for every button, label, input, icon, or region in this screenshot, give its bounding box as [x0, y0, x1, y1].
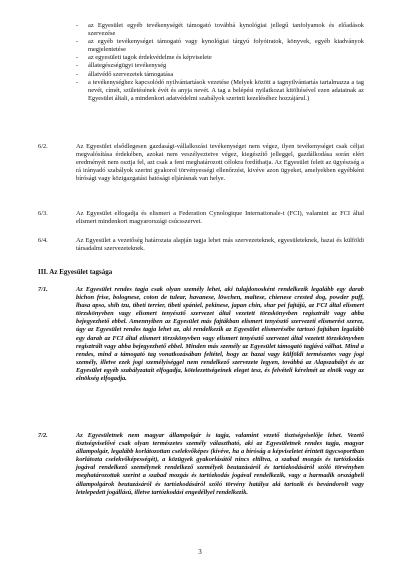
- section-6-2: [38, 143, 364, 183]
- section-7-2: [38, 432, 364, 497]
- section-6-4: [38, 237, 364, 253]
- list-item: - az egyéb tevékenységet támogató vagy kynológiai tárgyú folyóiratok, könyvek, egyéb kiadványok megjelentetése: [76, 38, 364, 54]
- page-number: 3: [198, 548, 202, 556]
- activity-list: [76, 22, 364, 103]
- section-text: Az Egyesület elsődlegesen gazdasági-vállalkozási tevékenységet nem végez, ilyen tevékenységet csak céljai megvalósítása érdekében, azokat nem veszélyeztetve végez, kiegészítő jelleggel, gazdálkodása során elért eredményét nem osztja fel, azt csak a fent meghatározott célokra fordíthatja. Az Egyesület felett az ügyészség a rá irányadó szabályok szerint gyakorol törvényességi ellenőrzést, kivéve azon ügyeket, amelyekben egyébként bírósági vagy közigazgatási hatósági eljárásnak van helye.: [76, 143, 364, 183]
- section-number: 6/2.: [38, 143, 48, 150]
- list-item: - állategészségügyi tevékenység: [76, 62, 364, 70]
- section-text: Az Egyesület a vezetőség határozata alapján tagja lehet más szervezeteknek, egyesületeknek, hazai és külföldi társadalmi szervezeteknek.: [76, 237, 364, 253]
- section-6-3: [38, 210, 364, 226]
- section-number: 6/4.: [38, 237, 48, 244]
- section-number: 7/1.: [38, 286, 48, 293]
- list-item: - az egyesületi tagok érdekvédelme és képviselete: [76, 54, 364, 62]
- list-item: - állatvédő szervezetek támogatása: [76, 71, 364, 79]
- section-number: 7/2.: [38, 432, 48, 439]
- list-item: - az Egyesület egyéb tevékenységét támogató továbbá kynológiai jellegű tanfolyamok és előadások szervezése: [76, 22, 364, 38]
- section-text: Az Egyesület rendes tagja csak olyan személy lehet, aki tulajdonosként rendelkezik legalább egy darab bichon frise, bolognese, coton de tulear, havanese, löwchen, maltese, chienese crested dog, powder puff, lhasa apso, shih tzu, tibeti terrier, tibeti spániel, pekinese, japan chin, shar pei fajtájú, az FCI által elismert törzskönyvben vagy elismert tenyésztő szervezet által vezetett törzskönyvben regisztrált vagy abba bejegyezhető ebbel. Amennyiben az Egyesület más fajtákban elismert tenyésztő szervezeti elismerést szerez, úgy az Egyesület rendes tagja lehet az, aki rendelkezik az Egyesület elismerésébe tartozó fajtában legalább egy darab az FCI által elismert törzskönyvben vagy elismert tenyésztő szervezet által vezetett törzskönyvben regisztrált vagy abba bejegyezhető ebbel. Minden más személy az Egyesület támogató tagjává válhat. Mind a rendes, mind a támogató tag vonatkozásában feltétel, hogy az hazai vagy külföldi természetes vagy jogi személy, illetve ezek jogi személyiséggel nem rendelkező szervezete legyen, továbbá az Alapszabályt és az Egyesület egyéb szabályzatait elfogadja, kötelezettségeinek eleget tesz, és felvételi kérelmét az elnök vagy az elnökség elfogadja.: [76, 286, 364, 383]
- section-text: Az Egyesületnek nem magyar állampolgár is tagja, valamint vezető tisztségviselője lehet. Vezető tisztségviselővé csak olyan természetes személy választható, aki az Egyesületnek rendes tagja, magyar állampolgár, legalább korlátozottan cselekvőképes (kivéve, ha a bíróság a képviseletet érintett ügycsoportban korlátozta cselekvőképességét), a közügyek gyakorlásától nincs eltiltva, a szabad mozgás és tartózkodás jogával rendelkező személynek rendelkező személyek beutazásáról és tartózkodásáról szóló törvényben meghatározottak szerint a szabad mozgás és tartózkodás jogával rendelkezik, vagy a harmadik országbeli állampolgárok beutazásáról és tartózkodásáról szóló törvény hatálya alá tartozik és bevándorolt vagy letelepedett jogállású, illetve tartózkodási engedéllyel rendelkezik.: [76, 432, 364, 496]
- section-number: 6/3.: [38, 210, 48, 217]
- section-text: Az Egyesület elfogadja és elismeri a Federation Cynologique Internationale-t (FCI), valamint az FCI által elismert mindenkori magyarországi csúcsszervet.: [76, 210, 364, 226]
- section-7-1: [38, 286, 364, 383]
- list-item: - a tevékenységhez kapcsolódó nyilvántartások vezetése (Melyek között a tagnyilvántartás tartalmazza a tag nevét, címét, születésének évét és anyja nevét. A tag a belépési nyilatkozat kitöltésével ezen adatainak az Egyesület általi, a mindenkori adatvédelmi szabályok szerinti kezeléséhez hozzájárul.): [76, 79, 364, 103]
- chapter-heading: III. Az Egyesület tagsága: [38, 268, 113, 276]
